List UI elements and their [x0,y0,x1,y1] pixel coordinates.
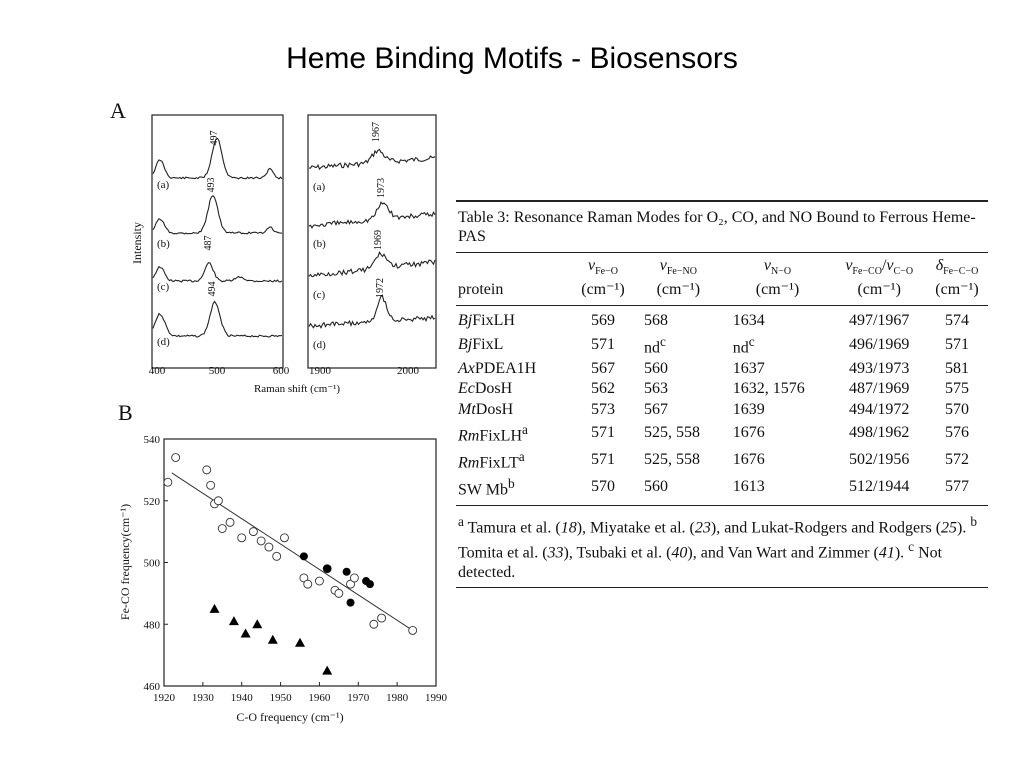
protein-cell: RmFixLT$^a$ [458,448,525,472]
panel-a-letter: A [110,98,126,123]
table-row [456,359,988,380]
col-header-fe-no: $\nu_{Fe-NO}$ (cm⁻¹) [656,257,701,299]
n-o-cell: 1632, 1576 [732,380,805,398]
intensity-axis-label: Intensity [130,222,144,264]
regression-line [172,473,413,630]
triangle-data-point [229,616,239,625]
table-row [456,447,988,474]
open-circle-data-point [207,481,215,489]
open-circle-data-point [280,534,288,542]
right-trace-label: (c) [313,289,326,301]
table-row [456,332,988,359]
left-trace-label: (d) [157,336,170,348]
fe-co-c-o-cell: 512/1944 [848,477,910,495]
open-circle-data-point [350,574,358,582]
open-circle-data-point [164,478,172,486]
open-circle-data-point [203,466,211,474]
right-spectrum-trace [309,150,435,170]
fe-no-cell: $nd^c$ [643,333,666,357]
fe-o-cell: 571 [590,335,615,353]
delta-cell: 577 [945,477,969,495]
fe-no-cell: 525, 558 [643,451,700,468]
x-tick-label: 1960 [308,692,331,704]
col-header-fe-o: $\nu_{Fe-O}$ (cm⁻¹) [581,257,625,299]
delta-cell: 575 [945,380,969,398]
open-circle-data-point [304,580,312,588]
open-circle-data-point [172,454,180,462]
right-spectrum-trace [309,202,435,228]
triangle-data-point [268,635,278,644]
fe-no-cell: 560 [643,477,668,495]
protein-cell: BjFixLH [458,312,515,330]
n-o-cell: $nd^c$ [732,333,755,357]
triangle-data-point [322,666,332,675]
table-row [456,474,988,505]
open-circle-data-point [238,534,246,542]
right-trace-label: (a) [313,181,326,193]
left-spectra-frame [152,115,283,368]
x-tick-label: 1950 [269,692,292,704]
right-spectrum-trace [309,296,435,328]
open-circle-data-point [335,589,343,597]
fe-co-c-o-cell: 493/1973 [848,359,910,377]
right-peak-label: 1969 [373,230,384,250]
x-tick-label: 1970 [347,692,370,704]
left-peak-label: 493 [206,177,217,193]
fe-o-cell: 562 [590,380,615,398]
delta-cell: 571 [945,335,969,353]
open-circle-data-point [214,497,222,505]
fe-o-cell: 569 [590,312,615,330]
protein-cell: RmFixLH$^a$ [458,422,528,445]
fe-o-cell: 571 [590,451,615,468]
delta-cell: 581 [945,359,969,377]
filled-circle-data-point [366,580,374,588]
fe-o-cell: 570 [590,477,615,495]
y-tick-label: 520 [143,495,160,508]
filled-circle-data-point [343,568,351,576]
right-spectrum-trace [309,252,435,276]
table-row [456,306,988,332]
triangle-data-point [252,619,262,628]
protein-cell: SW Mb$^b$ [458,475,515,498]
left-spectrum-trace [153,196,282,234]
right-peak-label: 1973 [376,178,387,198]
col-header-fe-co-c-o: $\nu_{Fe-CO}/\nu_{C-O}$ (cm⁻¹) [845,257,914,299]
y-tick-label: 480 [143,619,160,632]
fe-no-cell: 525, 558 [643,424,700,442]
x-axis-label: C-O frequency (cm⁻¹) [236,710,344,724]
fe-o-cell: 573 [590,400,615,418]
protein-cell: EcDosH [458,380,513,398]
right-xtick: 2000 [397,365,419,377]
left-xtick: 600 [272,365,290,377]
table-row [456,420,988,447]
fe-o-cell: 567 [590,359,615,377]
col-header-protein: protein [458,281,504,299]
x-tick-label: 1980 [386,692,409,704]
triangle-data-point [295,638,305,647]
left-trace-label: (c) [157,281,170,293]
open-circle-data-point [315,577,323,585]
y-tick-label: 460 [143,681,160,693]
left-xtick: 500 [208,365,226,377]
raman-spectra-figure [125,108,445,408]
slide-title: Heme Binding Motifs - Biosensors [286,42,738,75]
raman-shift-axis-label: Raman shift (cm⁻¹) [253,383,341,395]
n-o-cell: 1637 [732,359,765,377]
right-trace-label: (d) [313,339,326,351]
fe-o-cell: 571 [590,424,615,442]
table-row [456,379,988,400]
n-o-cell: 1676 [732,451,765,468]
left-peak-label: 494 [207,281,218,297]
right-peak-label: 1972 [375,278,386,298]
fe-no-cell: 568 [643,312,668,330]
open-circle-data-point [378,614,386,622]
table-body [456,253,988,505]
protein-cell: AxPDEA1H [458,359,537,377]
raman-modes-table [456,200,988,588]
delta-cell: 576 [945,424,969,442]
table-row [456,400,988,421]
n-o-cell: 1613 [732,477,765,495]
fe-co-c-o-cell: 487/1969 [848,380,910,398]
fe-co-c-o-cell: 497/1967 [848,312,910,330]
right-xtick: 1900 [309,365,331,377]
open-circle-data-point [226,518,234,526]
x-tick-label: 1990 [425,692,447,704]
x-tick-label: 1940 [230,692,253,704]
col-header-delta-fe-c-o: $\delta_{Fe-C-O}$ (cm⁻¹) [935,257,979,299]
open-circle-data-point [370,620,378,628]
panel-b-letter: B [118,400,133,425]
y-tick-label: 500 [143,557,160,570]
open-circle-data-point [265,543,273,551]
table-footnote: $^a$ Tamura et al. (18), Miyatake et al. (23), and Lukat-Rodgers and Rodgers (25). $^b$ Tomita et al. (33), Tsubaki et al. (40), and Van Wart and Zimmer (41). $^c$ Not detected. [458,513,978,582]
left-xtick: 400 [148,365,166,377]
open-circle-data-point [273,552,281,560]
triangle-data-point [210,604,220,613]
open-circle-data-point [257,537,265,545]
left-spectrum-trace [153,301,282,337]
protein-cell: MtDosH [458,400,514,418]
y-tick-label: 540 [143,434,160,446]
y-axis-label: Fe-CO frequency(cm⁻¹) [118,503,132,621]
open-circle-data-point [249,528,257,536]
left-trace-label: (a) [157,179,170,191]
fe-no-cell: 563 [643,380,668,398]
left-peak-label: 487 [203,235,214,251]
right-trace-label: (b) [313,238,326,250]
protein-cell: BjFixL [458,335,504,353]
open-circle-data-point [218,525,226,533]
fe-co-c-o-cell: 502/1956 [848,451,910,468]
left-peak-label: 497 [209,130,220,146]
right-spectra-frame [308,115,436,368]
filled-circle-data-point [323,565,331,573]
left-spectrum-trace [153,263,282,282]
left-trace-label: (b) [157,238,170,250]
n-o-cell: 1639 [732,400,765,418]
fe-no-cell: 560 [643,359,668,377]
fe-no-cell: 567 [643,400,668,418]
fe-co-c-o-cell: 496/1969 [848,335,910,353]
x-tick-label: 1920 [153,692,175,704]
filled-circle-data-point [347,599,355,607]
right-peak-label: 1967 [371,122,382,142]
triangle-data-point [241,629,251,638]
filled-circle-data-point [300,552,308,560]
plot-frame [164,439,436,686]
table-caption: Table 3: Resonance Raman Modes for O₂, CO, and NO Bound to Ferrous Heme-PAS [458,209,976,245]
delta-cell: 574 [945,312,969,330]
n-o-cell: 1676 [732,424,765,442]
feco-vs-co-scatter-plot [118,428,458,726]
x-tick-label: 1930 [191,692,214,704]
delta-cell: 570 [945,400,969,418]
col-header-n-o: $\nu_{N-O}$ (cm⁻¹) [755,257,800,299]
fe-co-c-o-cell: 498/1962 [848,424,910,442]
delta-cell: 572 [945,451,969,468]
fe-co-c-o-cell: 494/1972 [848,400,910,418]
n-o-cell: 1634 [732,312,765,330]
open-circle-data-point [409,626,417,634]
